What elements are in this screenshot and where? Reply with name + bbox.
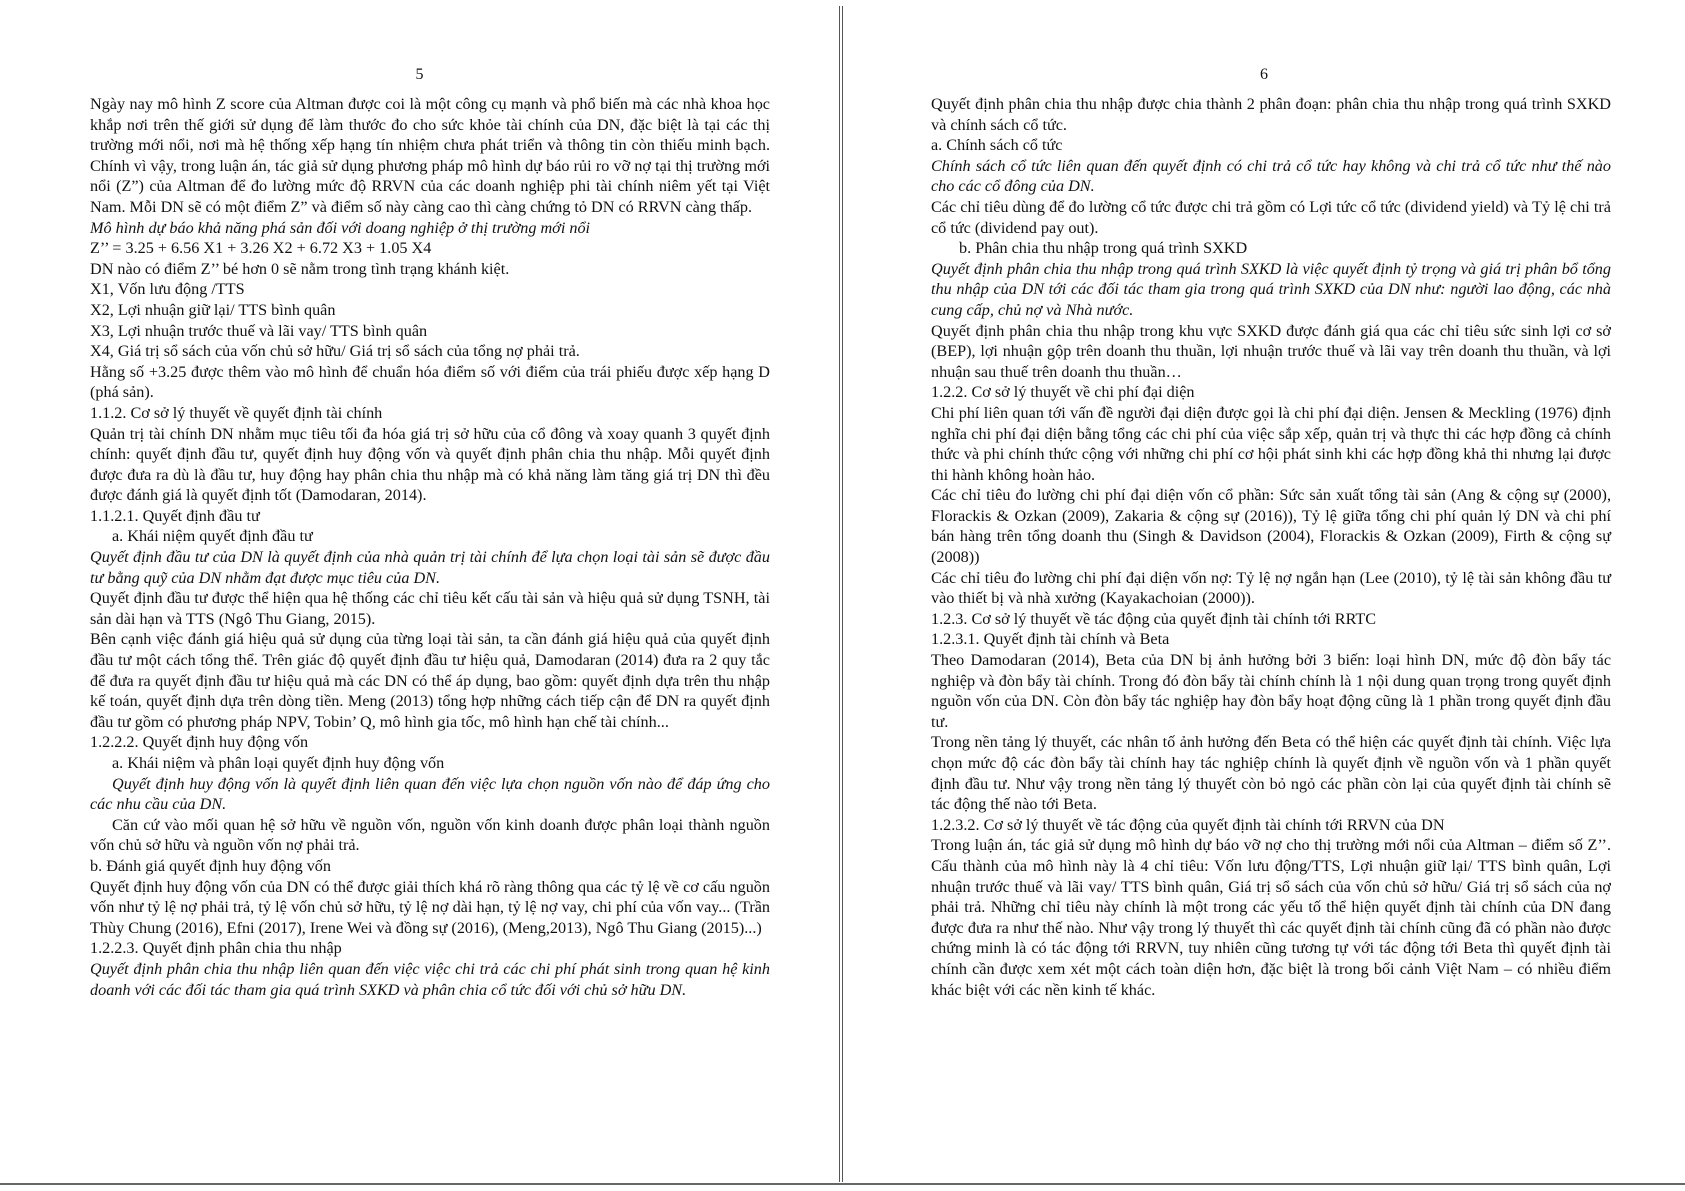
- paragraph: Các chỉ tiêu đo lường chi phí đại diện vốn cổ phần: Sức sản xuất tổng tài sản (Ang & cộng sự (2000), Florackis & Ozkan (2009), Zakaria & cộng sự (2016)), Tỷ lệ giữa tổng chi phí quản lý DN và chi phí bán hàng trên tổng doanh thu (Singh & Davidson (2004), Florackis & Ozkan (2009), Firth & cộng sự (2008)): [931, 486, 1611, 567]
- section-heading: 1.2.3.1. Quyết định tài chính và Beta: [931, 630, 1170, 649]
- formula: Z’’ = 3.25 + 6.56 X1 + 3.26 X2 + 6.72 X3 + 1.05 X4: [90, 239, 432, 258]
- paragraph: Quyết định đầu tư được thể hiện qua hệ thống các chỉ tiêu kết cấu tài sản và hiệu quả sử dụng TSNH, tài sản dài hạn và TTS (Ngô Thu Giang, 2015).: [90, 589, 770, 628]
- paragraph: Hằng số +3.25 được thêm vào mô hình để chuẩn hóa điểm số với điểm của trái phiếu được xếp hạng D (phá sản).: [90, 362, 770, 402]
- paragraph: Quyết định phân chia thu nhập được chia thành 2 phân đoạn: phân chia thu nhập trong quá trình SXKD và chính sách cổ tức.: [931, 95, 1611, 134]
- section-heading: 1.2.3.2. Cơ sở lý thuyết về tác động của quyết định tài chính tới RRVN của DN: [931, 815, 1445, 834]
- paragraph: Căn cứ vào mối quan hệ sở hữu về nguồn vốn, nguồn vốn kinh doanh được phân loại thành nguồn vốn chủ sở hữu và nguồn vốn nợ phải trả.: [90, 815, 770, 855]
- paragraph: Mô hình dự báo khả năng phá sản đối với doang nghiệp ở thị trường mới nổi: [90, 218, 591, 237]
- page-content: [90, 94, 770, 1000]
- section-heading: 1.2.2. Cơ sở lý thuyết về chi phí đại diện: [931, 383, 1195, 402]
- paragraph: Chi phí liên quan tới vấn đề người đại diện được gọi là chi phí đại diện. Jensen & Meckling (1976) định nghĩa chi phí đại diện bằng tổng các chi phí của việc sắp xếp, quản trị và thực thi các hợp đồng cả chính thức và phi chính thức cộng với những chi phí cơ hội phát sinh khi các hợp đồng khả thi nhưng lại được thi hành không hoàn hảo.: [931, 403, 1611, 484]
- paragraph: Quản trị tài chính DN nhằm mục tiêu tối đa hóa giá trị sở hữu của cổ đông và xoay quanh 3 quyết định chính: quyết định đầu tư, quyết định huy động vốn và quyết định phân chia thu nhập. Mỗi quyết định được đưa ra dù là đầu tư, huy động hay phân chia thu nhập mà có khả năng làm tăng giá trị DN thì đều được đánh giá là quyết định tốt (Damodaran, 2014).: [90, 424, 770, 505]
- section-heading: 1.1.2. Cơ sở lý thuyết về quyết định tài chính: [90, 403, 383, 422]
- subheading: b. Phân chia thu nhập trong quá trình SXKD: [959, 239, 1248, 258]
- section-heading: 1.2.2.3. Quyết định phân chia thu nhập: [90, 939, 342, 958]
- subheading: a. Khái niệm quyết định đầu tư: [112, 527, 313, 546]
- paragraph: X1, Vốn lưu động /TTS: [90, 280, 245, 299]
- paragraph: Chính sách cổ tức liên quan đến quyết định có chi trả cổ tức hay không và chi trả cổ tức như thế nào cho các cổ đông của DN.: [931, 156, 1611, 196]
- right-page: [842, 6, 1685, 1182]
- paragraph: Quyết định phân chia thu nhập trong quá trình SXKD là việc quyết định tỷ trọng và giá trị phân bổ tổng thu nhập của DN tới các đối tác tham gia trong quá trình SXKD của DN như: người lao động, các nhà cung cấp, chủ nợ và Nhà nước.: [931, 259, 1611, 319]
- paragraph: Các chỉ tiêu dùng để đo lường cổ tức được chi trả gồm có Lợi tức cổ tức (dividend yield) và Tỷ lệ chi trả cổ tức (dividend pay out).: [931, 197, 1611, 237]
- paragraph: Trong nền tảng lý thuyết, các nhân tố ảnh hưởng đến Beta có thể hiện các quyết định tài chính. Việc lựa chọn mức độ các đòn bẩy tài chính hay tác nghiệp chính là quyết định về nguồn vốn và 1 phần quyết định đầu tư. Như vậy trong nền tảng lý thuyết còn bỏ ngỏ các phần còn lại của quyết định tài chính sẽ tác động thế nào tới Beta.: [931, 733, 1611, 814]
- paragraph: Ngày nay mô hình Z score của Altman được coi là một công cụ mạnh và phổ biến mà các nhà khoa học khắp nơi trên thế giới sử dụng để làm thước đo cho sức khỏe tài chính của DN, đặc biệt là tại các thị trường mới nổi, nơi mà hệ thống xếp hạng tín nhiệm chưa phát triển và thông tin còn thiếu minh bạch. Chính vì vậy, trong luận án, tác giả sử dụng phương pháp mô hình dự báo rủi ro vỡ nợ tại thị trường mới nổi (Z”) của Altman để đo lường mức độ RRVN của các doanh nghiệp phi tài chính niêm yết tại Việt Nam. Mỗi DN sẽ có một điểm Z” và điểm số này càng cao thì càng chứng tỏ DN có RRVN càng thấp.: [90, 95, 770, 216]
- paragraph: Theo Damodaran (2014), Beta của DN bị ảnh hưởng bởi 3 biến: loại hình DN, mức độ đòn bẩy tác nghiệp và đòn bẩy tài chính. Trong đó đòn bẩy tài chính chính là 1 nội dung quan trọng trong quyết định nguồn vốn của DN. Còn đòn bẩy tác nghiệp hay đòn bẩy hoạt động cũng là 1 phần trong quyết định đầu tư.: [931, 651, 1611, 731]
- paragraph: X2, Lợi nhuận giữ lại/ TTS bình quân: [90, 300, 336, 319]
- paragraph: Quyết định huy động vốn là quyết định liên quan đến việc lựa chọn nguồn vốn nào để đáp ứng cho các nhu cầu của DN.: [90, 774, 770, 814]
- paragraph: Các chỉ tiêu đo lường chi phí đại diện vốn nợ: Tỷ lệ nợ ngắn hạn (Lee (2010), tỷ lệ tài sản không đầu tư vào thiết bị và nhà xưởng (Kayakachoian (2000)).: [931, 568, 1611, 608]
- paragraph: Quyết định đầu tư của DN là quyết định của nhà quản trị tài chính để lựa chọn loại tài sản sẽ được đầu tư bằng quỹ của DN nhằm đạt được mục tiêu của DN.: [90, 548, 770, 587]
- paragraph: X4, Giá trị sổ sách của vốn chủ sở hữu/ Giá trị sổ sách của tổng nợ phải trả.: [90, 342, 580, 361]
- paragraph: Trong luận án, tác giả sử dụng mô hình dự báo vỡ nợ cho thị trường mới nổi của Altman – điểm số Z’’. Cấu thành của mô hình này là 4 chỉ tiêu: Vốn lưu động/TTS, Lợi nhuận giữ lại/ TTS bình quân, Lợi nhuận trước thuế và lãi vay/ TTS bình quân, Giá trị sổ sách của vốn chủ sở hữu/ Giá trị sổ sách của nợ phải trả. Những chỉ tiêu này chính là một trong các yếu tố thể hiện quyết định tài chính của DN đang được đưa ra như thế nào. Như vậy trong lý thuyết thì các quyết định tài chính cũng đã có phần nào được chứng minh là có tác động tới RRVN, tuy nhiên cũng tương tự với tác động tới Beta thì quyết định tài chính cần được xem xét một cách toàn diện hơn, đặc biệt là trong bối cảnh Việt Nam – có nhiều điểm khác biệt với các nền kinh tế khác.: [931, 836, 1611, 999]
- paragraph: Bên cạnh việc đánh giá hiệu quả sử dụng của từng loại tài sản, ta cần đánh giá hiệu quả của quyết định đầu tư một cách tổng thể. Trên giác độ quyết định đầu tư hiệu quả, Damodaran (2014) đưa ra 2 quy tắc để đưa ra quyết định đầu tư hiệu quả mà các DN có thể áp dụng, bao gồm: quyết định dựa trên thu nhập kế toán, quyết định dựa trên dòng tiền. Meng (2013) tổng hợp những cách tiếp cận để DN ra quyết định đầu tư gồm có phương pháp NPV, Tobin’ Q, mô hình gia tốc, mô hình hạn chế tài chính...: [90, 630, 770, 731]
- subheading: a. Chính sách cổ tức: [931, 136, 1063, 155]
- paragraph: Quyết định phân chia thu nhập liên quan đến việc việc chi trả các chi phí phát sinh trong quan hệ kinh doanh với các đối tác tham gia quá trình SXKD và phân chia cổ tức đối với chủ sở hữu DN.: [90, 959, 770, 999]
- page-content: [931, 94, 1611, 1000]
- section-heading: 1.2.2.2. Quyết định huy động vốn: [90, 733, 309, 752]
- subheading: b. Đánh giá quyết định huy động vốn: [90, 856, 331, 875]
- bottom-divider: [0, 1183, 1685, 1185]
- section-heading: 1.1.2.1. Quyết định đầu tư: [90, 506, 260, 525]
- paragraph: Quyết định huy động vốn của DN có thể được giải thích khá rõ ràng thông qua các tỷ lệ về cơ cấu nguồn vốn như tỷ lệ nợ phải trả, tỷ lệ vốn chủ sở hữu, tỷ lệ nợ dài hạn, tỷ lệ nợ vay, chi phí của vốn vay... (Trần Thùy Chung (2016), Efni (2017), Irene Wei và đồng sự (2016), (Meng,2013), Ngô Thu Giang (2015)...): [90, 877, 770, 937]
- paragraph: X3, Lợi nhuận trước thuế và lãi vay/ TTS bình quân: [90, 321, 428, 340]
- paragraph: DN nào có điểm Z’’ bé hơn 0 sẽ nằm trong tình trạng khánh kiệt.: [90, 259, 510, 278]
- page-number: 6: [1260, 66, 1268, 83]
- left-page: [0, 6, 840, 1182]
- subheading: a. Khái niệm và phân loại quyết định huy động vốn: [112, 754, 445, 772]
- page-number: 5: [415, 66, 424, 83]
- paragraph: Quyết định phân chia thu nhập trong khu vực SXKD được đánh giá qua các chỉ tiêu sức sinh lợi cơ sở (BEP), lợi nhuận gộp trên doanh thu thuần, lợi nhuận trước thuế và lãi vay trên doanh thu thuần, và lợi nhuận sau thuế trên doanh thu thuần…: [931, 321, 1611, 381]
- section-heading: 1.2.3. Cơ sở lý thuyết về tác động của quyết định tài chính tới RRTC: [931, 609, 1377, 628]
